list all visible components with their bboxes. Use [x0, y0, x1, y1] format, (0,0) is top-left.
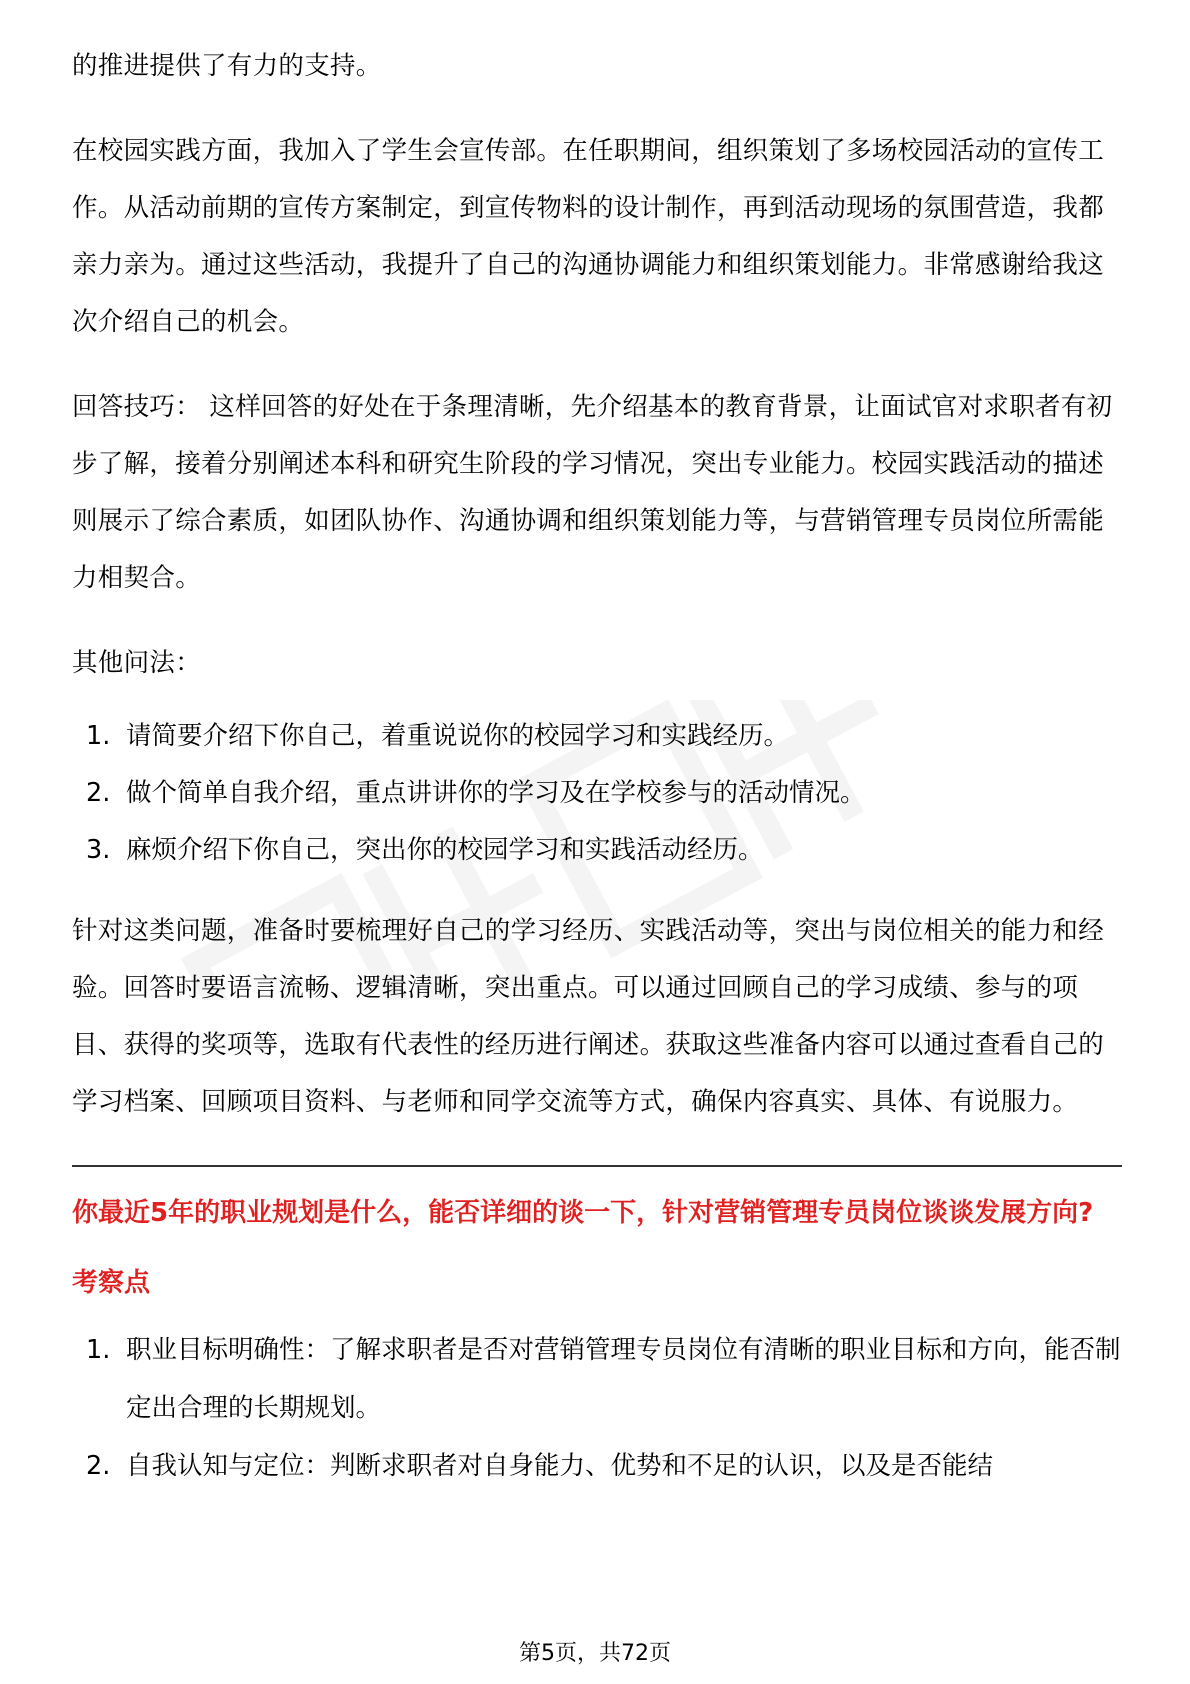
question-subtitle: 考察点 [72, 1268, 151, 1298]
list-item: 3. 麻烦介绍下你自己，突出你的校园学习和实践活动经历。 [86, 835, 764, 865]
assessment-points-list [72, 1321, 1122, 1495]
section-divider [72, 1165, 1122, 1167]
question-title: 你最近5年的职业规划是什么，能否详细的谈一下，针对营销管理专员岗位谈谈发展方向? [72, 1198, 1094, 1228]
paragraph-campus-practice: 在校园实践方面，我加入了学生会宣传部。在任职期间，组织策划了多场校园活动的宣传工作。从活动前期的宣传方案制定，到宣传物料的设计制作，再到活动现场的氛围营造，我都亲力亲为。通过这些活动，我提升了自己的沟通协调能力和组织策划能力。非常感谢给我这次介绍自己的机会。 [72, 136, 1105, 337]
list-item: 1. 请简要介绍下你自己，着重说说你的校园学习和实践经历。 [86, 721, 790, 751]
list-item: 2. 自我认知与定位：判断求职者对自身能力、优势和不足的认识，以及是否能结 [86, 1451, 994, 1481]
paragraph-other-questions-heading: 其他问法： [72, 648, 202, 678]
paragraph-continuation: 的推进提供了有力的支持。 [72, 51, 382, 81]
paragraph-answer-tips: 回答技巧： 这样回答的好处在于条理清晰，先介绍基本的教育背景，让面试官对求职者有初步了解，接着分别阐述本科和研究生阶段的学习情况，突出专业能力。校园实践活动的描述则展示了综合素质，如团队协作、沟通协调和组织策划能力等，与营销管理专员岗位所需能力相契合。 [72, 392, 1113, 593]
list-item: 1. 职业目标明确性：了解求职者是否对营销管理专员岗位有清晰的职业目标和方向，能否制定出合理的长期规划。 [86, 1335, 1121, 1423]
other-questions-list [72, 708, 1122, 879]
page-footer: 第5页，共72页 [519, 1641, 671, 1666]
paragraph-advice: 针对这类问题，准备时要梳理好自己的学习经历、实践活动等，突出与岗位相关的能力和经验。回答时要语言流畅、逻辑清晰，突出重点。可以通过回顾自己的学习成绩、参与的项目、获得的奖项等，选取有代表性的经历进行阐述。获取这些准备内容可以通过查看自己的学习档案、回顾项目资料、与老师和同学交流等方式，确保内容真实、具体、有说服力。 [72, 916, 1105, 1117]
document-page [72, 38, 1122, 1495]
list-item: 2. 做个简单自我介绍，重点讲讲你的学习及在学校参与的活动情况。 [86, 778, 866, 808]
